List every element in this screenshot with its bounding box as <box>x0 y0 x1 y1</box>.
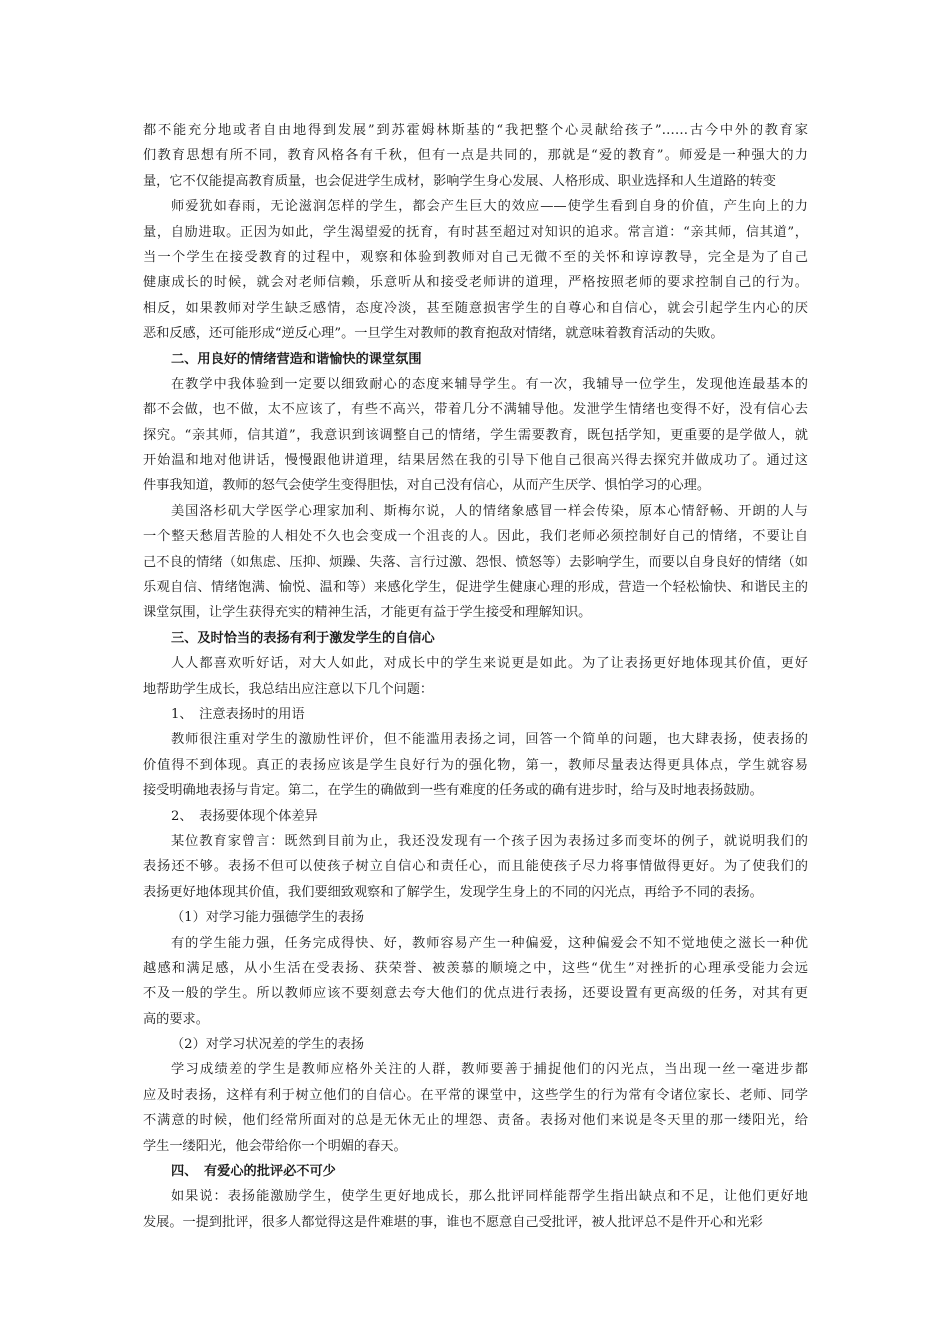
paragraph <box>143 931 808 1033</box>
text-line: （1）对学习能力强德学生的表扬 <box>171 910 365 926</box>
paragraph <box>143 905 808 930</box>
text-line: 量，自励进取。正因为如此，学生渴望爱的抚育，有时甚至超过对知识的追求。常言道：“亲其师，信其道”， <box>143 224 808 240</box>
text-line: 课堂氛围，让学生获得充实的精神生活，才能更有益于学生接受和理解知识。 <box>143 605 592 621</box>
text-line: 学生一缕阳光，他会带给你一个明媚的春天。 <box>143 1138 407 1154</box>
paragraph <box>143 804 808 829</box>
heading-text: 四、 有爱心的批评必不可少 <box>171 1164 336 1180</box>
paragraph <box>143 1057 808 1159</box>
text-line: 表扬更好地体现其价值，我们要细致观察和了解学生，发现学生身上的不同的闪光点，再给予不同的表扬。 <box>143 884 763 900</box>
text-line: （2）对学习状况差的学生的表扬 <box>171 1037 365 1053</box>
text-line: 价值得不到体现。真正的表扬应该是学生良好行为的强化物，第一，教师尽量表达得更具体点，学生就容易 <box>143 757 808 773</box>
paragraph <box>143 372 808 499</box>
text-line: 接受明确地表扬与肯定。第二，在学生的确做到一些有难度的任务或的确有进步时，给与及时地表扬鼓励。 <box>143 783 763 799</box>
text-line: 不及一般的学生。所以教师应该不要刻意去夸大他们的优点进行表扬，还要设置有更高级的任务，对其有更 <box>143 986 808 1002</box>
text-line: 乐观自信、情绪饱满、愉悦、温和等）来感化学生，促进学生健康心理的形成，营造一个轻松愉快、和谐民主的 <box>143 580 808 596</box>
text-line: 地帮助学生成长，我总结出应注意以下几个问题： <box>143 681 434 697</box>
text-line: 表扬还不够。表扬不但可以使孩子树立自信心和责任心，而且能使孩子尽力将事情做得更好。为了使我们的 <box>143 859 808 875</box>
text-line: 美国洛杉矶大学医学心理家加利、斯梅尔说，人的情绪象感冒一样会传染，原本心情舒畅、开朗的人与 <box>171 503 808 519</box>
text-line: 发展。一提到批评，很多人都觉得这是件难堪的事，谁也不愿意自己受批评，被人批评总不是件开心和光彩 <box>143 1214 763 1230</box>
paragraph <box>143 727 808 803</box>
text-line: 己不良的情绪（如焦虑、压抑、烦躁、失落、言行过激、怨恨、愤怒等）去影响学生，而要以自身良好的情绪（如 <box>143 554 808 570</box>
text-line: 在教学中我体验到一定要以细致耐心的态度来辅导学生。有一次，我辅导一位学生，发现他连最基本的 <box>171 376 808 392</box>
paragraph <box>143 651 808 702</box>
text-line: 师爱犹如春雨，无论滋润怎样的学生，都会产生巨大的效应——使学生看到自身的价值，产生向上的力 <box>171 199 808 215</box>
section-heading <box>143 1159 808 1184</box>
text-line: 2、 表扬要体现个体差异 <box>171 808 318 824</box>
text-line: 相反，如果教师对学生缺乏感情，态度冷淡，甚至随意损害学生的自尊心和自信心，就会引起学生内心的厌 <box>143 300 808 316</box>
text-line: 一个整天愁眉苦脸的人相处不久也会变成一个沮丧的人。因此，我们老师必须控制好自己的情绪，不要让自 <box>143 529 808 545</box>
text-line: 学习成绩差的学生是教师应格外关注的人群，教师要善于捕捉他们的闪光点，当出现一丝一毫进步都 <box>171 1062 808 1078</box>
paragraph <box>143 702 808 727</box>
text-line: 都不会做，也不做，太不应该了，有些不高兴，带着几分不满辅导他。发泄学生情绪也变得不好，没有信心去 <box>143 402 808 418</box>
section-heading <box>143 347 808 372</box>
paragraph <box>143 829 808 905</box>
text-line: 人人都喜欢听好话，对大人如此，对成长中的学生来说更是如此。为了让表扬更好地体现其价值，更好 <box>171 656 808 672</box>
text-line: 开始温和地对他讲话，慢慢跟他讲道理，结果居然在我的引导下他自己很高兴得去探究并做成功了。通过这 <box>143 453 808 469</box>
text-line: 当一个学生在接受教育的过程中，观察和体验到教师对自己无微不至的关怀和谆谆教导，完全是为了自己 <box>143 249 808 265</box>
paragraph <box>143 194 808 346</box>
text-line: 越感和满足感，从小生活在受表扬、获荣誉、被羡慕的顺境之中，这些“优生”对挫折的心理承受能力会远 <box>143 960 808 976</box>
heading-text: 三、及时恰当的表扬有利于激发学生的自信心 <box>171 630 435 646</box>
text-line: 都不能充分地或者自由地得到发展”到苏霍姆林斯基的“我把整个心灵献给孩子”……古今中外的教育家 <box>143 123 808 138</box>
text-line: 件事我知道，教师的怒气会使学生变得胆怯，对自己没有信心，从而产生厌学、惧怕学习的心理。 <box>143 478 711 494</box>
paragraph <box>143 499 808 626</box>
text-line: 有的学生能力强，任务完成得快、好，教师容易产生一种偏爱，这种偏爱会不知不觉地使之滋长一种优 <box>171 935 808 951</box>
text-line: 教师很注重对学生的激励性评价，但不能滥用表扬之词，回答一个简单的问题，也大肆表扬，使表扬的 <box>171 732 808 748</box>
paragraph <box>143 1184 808 1235</box>
paragraph <box>143 118 808 194</box>
text-line: 应及时表扬，这样有利于树立他们的自信心。在平常的课堂中，这些学生的行为常有令诸位家长、老师、同学 <box>143 1087 808 1103</box>
text-line: 如果说：表扬能激励学生，使学生更好地成长，那么批评同样能帮学生指出缺点和不足，让他们更好地 <box>171 1189 808 1205</box>
text-line: 恶和反感，还可能形成“逆反心理”。一旦学生对教师的教育抱敌对情绪，就意味着教育活动的失败。 <box>143 326 724 342</box>
heading-text: 二、用良好的情绪营造和谐愉快的课堂氛围 <box>171 351 422 367</box>
section-heading <box>143 626 808 651</box>
text-line: 们教育思想有所不同，教育风格各有千秋，但有一点是共同的，那就是“爱的教育”。师爱是一种强大的力 <box>143 148 808 164</box>
text-line: 高的要求。 <box>143 1011 209 1027</box>
text-line: 量，它不仅能提高教育质量，也会促进学生成材，影响学生身心发展、人格形成、职业选择和人生道路的转变 <box>143 173 776 189</box>
text-line: 不满意的时候，他们经常所面对的总是无休无止的埋怨、责备。表扬对他们来说是冬天里的那一缕阳光，给 <box>143 1113 808 1129</box>
text-line: 某位教育家曾言：既然到目前为止，我还没发现有一个孩子因为表扬过多而变坏的例子，就说明我们的 <box>171 833 808 849</box>
document-page <box>143 118 808 1235</box>
text-line: 健康成长的时候，就会对老师信赖，乐意听从和接受老师讲的道理，严格按照老师的要求控制自己的行为。 <box>143 275 808 291</box>
text-line: 探究。“亲其师，信其道”，我意识到该调整自己的情绪，学生需要教育，既包括学知，更重要的是学做人，就 <box>143 427 808 443</box>
paragraph <box>143 1032 808 1057</box>
text-line: 1、 注意表扬时的用语 <box>171 706 305 722</box>
